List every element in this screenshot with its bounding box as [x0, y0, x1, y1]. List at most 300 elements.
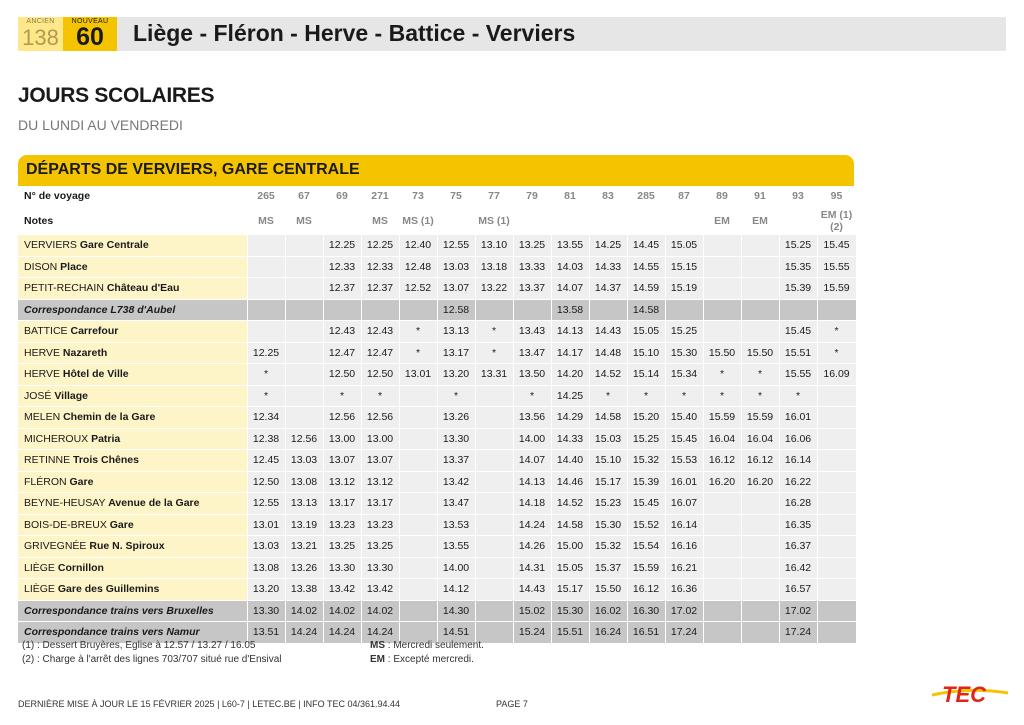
trip-number: 79	[513, 186, 551, 207]
time-cell	[817, 471, 856, 493]
time-cell: 14.29	[551, 407, 589, 429]
time-cell: 14.31	[513, 557, 551, 579]
stop-label: Château d'Eau	[106, 282, 180, 295]
time-cell: 13.18	[475, 256, 513, 278]
time-cell: 13.07	[437, 278, 475, 300]
time-cell: 15.59	[703, 407, 741, 429]
time-cell	[247, 321, 285, 343]
time-cell: 12.55	[247, 493, 285, 515]
time-cell	[475, 428, 513, 450]
time-cell	[285, 278, 323, 300]
time-cell	[741, 299, 779, 321]
table-title-bar	[18, 155, 854, 186]
trip-number: 271	[361, 186, 399, 207]
time-cell: 15.15	[665, 256, 703, 278]
stop-locality: HERVE	[24, 368, 63, 381]
time-cell: 16.42	[779, 557, 817, 579]
time-cell: 14.12	[437, 579, 475, 601]
time-cell	[285, 364, 323, 386]
trip-number: 87	[665, 186, 703, 207]
time-cell: 13.07	[361, 450, 399, 472]
time-cell: *	[779, 385, 817, 407]
stop-row	[18, 385, 856, 407]
time-cell: 12.56	[323, 407, 361, 429]
time-cell: 12.56	[361, 407, 399, 429]
time-cell	[247, 235, 285, 257]
time-cell: 13.42	[361, 579, 399, 601]
time-cell: 14.20	[551, 364, 589, 386]
time-cell: 15.30	[665, 342, 703, 364]
legend-ms-abbr: MS	[370, 640, 385, 651]
stop-name	[18, 450, 247, 472]
time-cell: 13.55	[437, 536, 475, 558]
new-line-badge	[63, 17, 117, 51]
time-cell: 14.52	[589, 364, 627, 386]
time-cell: 14.24	[285, 622, 323, 644]
time-cell: 15.02	[513, 600, 551, 622]
time-cell: 12.47	[361, 342, 399, 364]
time-cell	[817, 299, 856, 321]
stop-label: Rue N. Spiroux	[89, 540, 165, 553]
tec-logo-text: TEC	[942, 682, 986, 707]
stop-row	[18, 235, 856, 257]
time-cell: 13.51	[247, 622, 285, 644]
old-line-label: ANCIEN	[26, 18, 55, 25]
time-cell: 16.35	[779, 514, 817, 536]
stop-locality: RETINNE	[24, 454, 74, 467]
trip-number-label: N° de voyage	[18, 186, 247, 207]
time-cell: 14.25	[551, 385, 589, 407]
time-cell: 13.19	[285, 514, 323, 536]
time-cell: 14.24	[323, 622, 361, 644]
time-cell	[247, 256, 285, 278]
time-cell: 15.50	[703, 342, 741, 364]
stop-locality: HERVE	[24, 346, 63, 359]
time-cell: 13.03	[247, 536, 285, 558]
stop-row	[18, 364, 856, 386]
stop-label: Avenue de la Gare	[108, 497, 200, 510]
time-cell: 15.55	[779, 364, 817, 386]
time-cell: 14.18	[513, 493, 551, 515]
time-cell: 13.00	[361, 428, 399, 450]
time-cell: 15.05	[665, 235, 703, 257]
time-cell: 15.39	[627, 471, 665, 493]
time-cell	[817, 600, 856, 622]
trip-note	[779, 207, 817, 235]
time-cell: 13.22	[475, 278, 513, 300]
time-cell: 16.12	[703, 450, 741, 472]
time-cell: 15.10	[589, 450, 627, 472]
time-cell: 13.03	[437, 256, 475, 278]
trip-number: 75	[437, 186, 475, 207]
time-cell: 16.04	[741, 428, 779, 450]
time-cell: 15.23	[589, 493, 627, 515]
stop-row	[18, 471, 856, 493]
stop-name	[18, 364, 247, 386]
time-cell: *	[323, 385, 361, 407]
stop-name	[18, 471, 247, 493]
legend-note-2: (2) : Charge à l'arrêt des lignes 703/707 situé rue d'Ensival	[22, 654, 282, 665]
time-cell: 16.16	[665, 536, 703, 558]
stop-locality: MICHEROUX	[24, 432, 92, 445]
time-cell	[741, 278, 779, 300]
stop-name	[18, 342, 247, 364]
time-cell	[741, 514, 779, 536]
legend-note-1: (1) : Dessert Bruyères, Eglise à 12.57 / 13.27 / 16.05	[22, 640, 256, 651]
time-cell: 15.53	[665, 450, 703, 472]
time-cell	[741, 536, 779, 558]
time-cell: *	[247, 385, 285, 407]
time-cell	[399, 299, 437, 321]
time-cell	[399, 385, 437, 407]
stop-name	[18, 536, 247, 558]
legend-em	[370, 654, 474, 665]
stop-name	[18, 256, 247, 278]
time-cell: 13.01	[247, 514, 285, 536]
stop-locality: VERVIERS	[24, 239, 80, 252]
time-cell	[285, 256, 323, 278]
time-cell: 14.00	[513, 428, 551, 450]
time-cell	[475, 536, 513, 558]
time-cell: 13.12	[361, 471, 399, 493]
time-cell: 14.46	[551, 471, 589, 493]
time-cell: 16.30	[627, 600, 665, 622]
time-cell: 14.51	[437, 622, 475, 644]
trip-number: 81	[551, 186, 589, 207]
time-cell: 14.58	[589, 407, 627, 429]
trip-note: MS	[247, 207, 285, 235]
time-cell: *	[817, 321, 856, 343]
trip-note	[589, 207, 627, 235]
time-cell: 13.42	[437, 471, 475, 493]
time-cell: 16.57	[779, 579, 817, 601]
time-cell	[513, 299, 551, 321]
time-cell	[285, 299, 323, 321]
time-cell: 15.50	[741, 342, 779, 364]
time-cell: 15.45	[779, 321, 817, 343]
time-cell: 16.24	[589, 622, 627, 644]
time-cell	[247, 299, 285, 321]
time-cell	[817, 557, 856, 579]
time-cell: 14.24	[513, 514, 551, 536]
time-cell: 13.25	[513, 235, 551, 257]
time-cell: 15.24	[513, 622, 551, 644]
time-cell: 13.30	[323, 557, 361, 579]
trip-number: 265	[247, 186, 285, 207]
time-cell: 12.50	[361, 364, 399, 386]
trip-note	[513, 207, 551, 235]
time-cell: 13.53	[437, 514, 475, 536]
stop-locality: DISON	[24, 260, 61, 273]
time-cell	[475, 493, 513, 515]
time-cell: 15.54	[627, 536, 665, 558]
time-cell: 13.23	[361, 514, 399, 536]
time-cell: 15.14	[627, 364, 665, 386]
time-cell: 15.17	[551, 579, 589, 601]
time-cell: 14.40	[551, 450, 589, 472]
time-cell: 13.00	[323, 428, 361, 450]
time-cell: 13.33	[513, 256, 551, 278]
stop-locality: BOIS-DE-BREUX	[24, 518, 110, 531]
stop-row	[18, 407, 856, 429]
time-cell: 15.59	[741, 407, 779, 429]
correspondence-row	[18, 600, 856, 622]
time-cell: 15.00	[551, 536, 589, 558]
time-cell: 16.01	[665, 471, 703, 493]
time-cell	[817, 493, 856, 515]
time-cell: 16.14	[779, 450, 817, 472]
time-cell: 16.22	[779, 471, 817, 493]
trip-number: 89	[703, 186, 741, 207]
correspondence-row	[18, 299, 856, 321]
time-cell: 15.20	[627, 407, 665, 429]
stop-row	[18, 321, 856, 343]
trip-number: 69	[323, 186, 361, 207]
time-cell: 14.07	[551, 278, 589, 300]
old-line-badge	[18, 17, 63, 51]
time-cell: 14.17	[551, 342, 589, 364]
time-cell	[703, 600, 741, 622]
time-cell: *	[361, 385, 399, 407]
time-cell: 12.56	[285, 428, 323, 450]
time-cell	[779, 299, 817, 321]
time-cell: 16.36	[665, 579, 703, 601]
trip-note	[437, 207, 475, 235]
time-cell: 17.02	[665, 600, 703, 622]
trip-note	[551, 207, 589, 235]
time-cell	[475, 471, 513, 493]
time-cell: 14.58	[551, 514, 589, 536]
time-cell: 15.40	[665, 407, 703, 429]
timetable	[18, 186, 857, 644]
time-cell: 12.43	[361, 321, 399, 343]
stop-row	[18, 557, 856, 579]
time-cell: 14.02	[361, 600, 399, 622]
time-cell	[741, 493, 779, 515]
time-cell	[817, 407, 856, 429]
time-cell	[741, 256, 779, 278]
time-cell: 15.30	[551, 600, 589, 622]
time-cell: *	[513, 385, 551, 407]
time-cell: *	[247, 364, 285, 386]
stop-locality: JOSÉ	[24, 389, 55, 402]
stop-row	[18, 428, 856, 450]
stop-locality: GRIVEGNÉE	[24, 540, 90, 553]
time-cell: 15.25	[627, 428, 665, 450]
time-cell	[475, 450, 513, 472]
stop-row	[18, 514, 856, 536]
legend-ms	[370, 640, 484, 651]
time-cell: 14.07	[513, 450, 551, 472]
time-cell: 15.32	[627, 450, 665, 472]
time-cell: 12.55	[437, 235, 475, 257]
time-cell: 15.51	[779, 342, 817, 364]
stop-name	[18, 278, 247, 300]
time-cell	[399, 428, 437, 450]
time-cell	[475, 514, 513, 536]
time-cell: 13.26	[437, 407, 475, 429]
time-cell	[475, 299, 513, 321]
stop-row	[18, 536, 856, 558]
trip-number: 73	[399, 186, 437, 207]
time-cell: 12.33	[323, 256, 361, 278]
time-cell: 13.12	[323, 471, 361, 493]
time-cell: 13.37	[437, 450, 475, 472]
time-cell: 16.20	[741, 471, 779, 493]
time-cell	[817, 514, 856, 536]
time-cell	[703, 299, 741, 321]
time-cell: *	[437, 385, 475, 407]
time-cell: *	[627, 385, 665, 407]
time-cell	[285, 321, 323, 343]
stop-locality: MELEN	[24, 411, 64, 424]
trip-note: MS	[285, 207, 323, 235]
time-cell	[665, 299, 703, 321]
stop-locality: LIÈGE	[24, 583, 58, 596]
time-cell: *	[741, 385, 779, 407]
time-cell	[703, 321, 741, 343]
stop-locality: LIÈGE	[24, 561, 58, 574]
route-title: Liège - Fléron - Herve - Battice - Verviers	[133, 20, 576, 46]
stop-label: Gare	[69, 475, 94, 488]
time-cell	[741, 579, 779, 601]
time-cell	[703, 256, 741, 278]
time-cell	[475, 600, 513, 622]
stop-name	[18, 493, 247, 515]
time-cell: 16.04	[703, 428, 741, 450]
time-cell: 12.50	[247, 471, 285, 493]
time-cell	[703, 493, 741, 515]
stop-row	[18, 256, 856, 278]
time-cell: *	[665, 385, 703, 407]
time-cell: 15.45	[627, 493, 665, 515]
time-cell: *	[399, 342, 437, 364]
time-cell: 12.25	[361, 235, 399, 257]
time-cell: 14.43	[513, 579, 551, 601]
time-cell: 16.51	[627, 622, 665, 644]
time-cell: 14.30	[437, 600, 475, 622]
time-cell: 13.56	[513, 407, 551, 429]
time-cell: *	[817, 342, 856, 364]
time-cell	[703, 557, 741, 579]
trip-note: MS (1)	[475, 207, 513, 235]
stop-label: Patria	[91, 432, 121, 445]
stop-label: Correspondance L738 d'Aubel	[24, 303, 176, 316]
time-cell: 15.19	[665, 278, 703, 300]
time-cell: 17.02	[779, 600, 817, 622]
stop-locality: FLÉRON	[24, 475, 70, 488]
time-cell: 15.45	[665, 428, 703, 450]
stop-name	[18, 600, 247, 622]
time-cell: 15.05	[551, 557, 589, 579]
stop-label: Chemin de la Gare	[63, 411, 156, 424]
time-cell: 13.21	[285, 536, 323, 558]
time-cell: 15.45	[817, 235, 856, 257]
time-cell	[475, 385, 513, 407]
time-cell: 13.30	[437, 428, 475, 450]
time-cell: 13.08	[285, 471, 323, 493]
time-cell: 13.37	[513, 278, 551, 300]
time-cell: 13.13	[437, 321, 475, 343]
time-cell: 13.42	[323, 579, 361, 601]
time-cell: 16.14	[665, 514, 703, 536]
time-cell: 12.37	[323, 278, 361, 300]
time-cell: 17.24	[779, 622, 817, 644]
time-cell: 16.02	[589, 600, 627, 622]
time-cell: 14.02	[323, 600, 361, 622]
time-cell: *	[703, 385, 741, 407]
time-cell: 16.12	[627, 579, 665, 601]
time-cell	[817, 450, 856, 472]
trip-note: EM	[703, 207, 741, 235]
time-cell: 15.32	[589, 536, 627, 558]
time-cell: 15.37	[589, 557, 627, 579]
time-cell	[399, 493, 437, 515]
stop-name	[18, 557, 247, 579]
stop-label: Hôtel de Ville	[62, 368, 129, 381]
time-cell	[399, 579, 437, 601]
time-cell	[703, 622, 741, 644]
time-cell: 14.59	[627, 278, 665, 300]
stop-name	[18, 407, 247, 429]
time-cell	[589, 299, 627, 321]
time-cell: 15.50	[589, 579, 627, 601]
trip-note	[665, 207, 703, 235]
time-cell	[703, 278, 741, 300]
stop-label: Gare	[109, 518, 134, 531]
time-cell: 12.58	[437, 299, 475, 321]
time-cell: 15.30	[589, 514, 627, 536]
stop-label: Trois Chênes	[73, 454, 139, 467]
stop-label: Cornillon	[57, 561, 104, 574]
time-cell: 17.24	[665, 622, 703, 644]
time-cell	[817, 536, 856, 558]
time-cell	[399, 514, 437, 536]
trip-note: EM (1) (2)	[817, 207, 856, 235]
time-cell: 13.31	[475, 364, 513, 386]
time-cell: 12.43	[323, 321, 361, 343]
stop-label: Gare Centrale	[79, 239, 149, 252]
time-cell: 14.48	[589, 342, 627, 364]
time-cell: 13.07	[323, 450, 361, 472]
time-cell: 13.25	[361, 536, 399, 558]
time-cell: 14.52	[551, 493, 589, 515]
time-cell: 16.06	[779, 428, 817, 450]
time-cell: 16.28	[779, 493, 817, 515]
trip-note: MS	[361, 207, 399, 235]
trip-number: 91	[741, 186, 779, 207]
stop-label: Place	[60, 260, 88, 273]
time-cell: 16.12	[741, 450, 779, 472]
time-cell: 15.25	[779, 235, 817, 257]
time-cell: 13.50	[513, 364, 551, 386]
time-cell: 14.33	[589, 256, 627, 278]
tec-logo	[930, 678, 1010, 708]
time-cell: 13.55	[551, 235, 589, 257]
time-cell	[247, 278, 285, 300]
time-cell	[703, 536, 741, 558]
time-cell	[399, 536, 437, 558]
stop-label: Nazareth	[62, 346, 108, 359]
time-cell: 14.37	[589, 278, 627, 300]
time-cell	[817, 428, 856, 450]
time-cell: *	[475, 342, 513, 364]
trip-number: 67	[285, 186, 323, 207]
legend-em-text: : Excepté mercredi.	[385, 654, 474, 665]
time-cell: 13.01	[399, 364, 437, 386]
stop-label: Carrefour	[70, 325, 119, 338]
time-cell: 13.17	[361, 493, 399, 515]
